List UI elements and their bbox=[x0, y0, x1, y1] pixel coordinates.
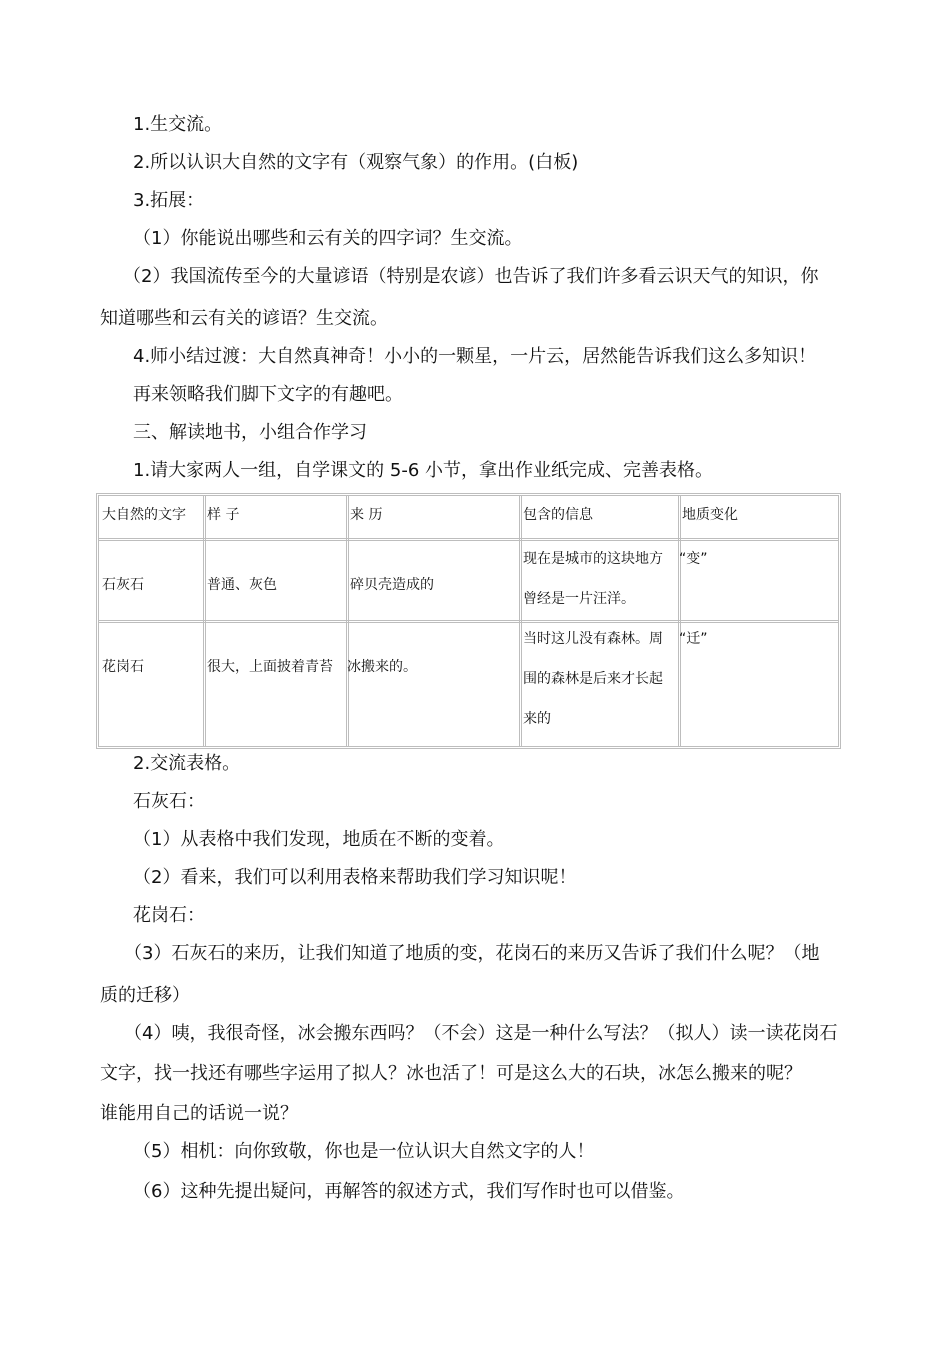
section-heading: 三、解读地书，小组合作学习 bbox=[133, 422, 367, 443]
text-line-8: 再来领略我们脚下文字的有趣吧。 bbox=[133, 384, 403, 405]
table-cell: 来的 bbox=[523, 711, 551, 727]
table-header-cell: 包含的信息 bbox=[523, 507, 593, 523]
text-line-15: 花岗石： bbox=[133, 905, 205, 926]
table-cell: “变” bbox=[679, 551, 708, 567]
table-cell: 石灰石 bbox=[102, 577, 144, 593]
table-cell: 曾经是一片汪洋。 bbox=[523, 591, 635, 607]
text-line-16: （3）石灰石的来历，让我们知道了地质的变，花岗石的来历又告诉了我们什么呢？（地 bbox=[124, 943, 820, 964]
text-line-19: 文字，找一找还有哪些字运用了拟人？冰也活了！可是这么大的石块，冰怎么搬来的呢？ bbox=[100, 1063, 802, 1084]
table-cell: 花岗石 bbox=[102, 659, 144, 675]
table-header-cell: 来 历 bbox=[350, 507, 383, 523]
text-line-12: 石灰石： bbox=[133, 791, 205, 812]
table-divider bbox=[99, 538, 838, 541]
table-cell: 很大，上面披着青苔 bbox=[207, 659, 333, 675]
text-line-22: （6）这种先提出疑问，再解答的叙述方式，我们写作时也可以借鉴。 bbox=[133, 1181, 685, 1202]
table-cell: 围的森林是后来才长起 bbox=[523, 671, 663, 687]
table-cell: “迁” bbox=[679, 631, 708, 647]
table-divider bbox=[678, 496, 681, 746]
table-header-cell: 地质变化 bbox=[682, 507, 738, 523]
text-line-17: 质的迁移） bbox=[100, 985, 190, 1006]
info-table bbox=[96, 493, 841, 749]
text-line-7: 4.师小结过渡：大自然真神奇！小小的一颗星，一片云，居然能告诉我们这么多知识！ bbox=[133, 346, 817, 367]
table-divider bbox=[346, 496, 349, 746]
table-divider bbox=[203, 496, 206, 746]
text-line-3: 3.拓展： bbox=[133, 190, 205, 211]
table-cell: 普通、灰色 bbox=[207, 577, 277, 593]
table-divider bbox=[99, 620, 838, 623]
text-line-14: （2）看来，我们可以利用表格来帮助我们学习知识呢！ bbox=[133, 867, 577, 888]
text-line-4: （1）你能说出哪些和云有关的四字词？生交流。 bbox=[133, 228, 523, 249]
text-line-11: 2.交流表格。 bbox=[133, 753, 241, 774]
text-line-5: （2）我国流传至今的大量谚语（特别是农谚）也告诉了我们许多看云识天气的知识，你 bbox=[123, 266, 819, 287]
text-line-18: （4）咦，我很奇怪，冰会搬东西吗？（不会）这是一种什么写法？（拟人）读一读花岗石 bbox=[124, 1023, 838, 1044]
text-line-6: 知道哪些和云有关的谚语？生交流。 bbox=[100, 308, 388, 329]
text-line-13: （1）从表格中我们发现，地质在不断的变着。 bbox=[133, 829, 505, 850]
table-cell: 现在是城市的这块地方 bbox=[523, 551, 663, 567]
text-line-21: （5）相机：向你致敬，你也是一位认识大自然文字的人！ bbox=[133, 1141, 595, 1162]
table-cell: 当时这儿没有森林。周 bbox=[523, 631, 663, 647]
text-line-20: 谁能用自己的话说一说？ bbox=[100, 1103, 298, 1124]
text-line-1: 1.生交流。 bbox=[133, 114, 223, 135]
table-cell: 碎贝壳造成的 bbox=[350, 577, 434, 593]
text-line-2: 2.所以认识大自然的文字有（观察气象）的作用。(白板) bbox=[133, 152, 579, 173]
table-divider bbox=[519, 496, 522, 746]
text-line-10: 1.请大家两人一组，自学课文的 5-6 小节，拿出作业纸完成、完善表格。 bbox=[133, 460, 714, 481]
table-cell: 冰搬来的。 bbox=[347, 659, 417, 675]
table-header-cell: 样 子 bbox=[207, 507, 240, 523]
table-header-cell: 大自然的文字 bbox=[102, 507, 186, 523]
